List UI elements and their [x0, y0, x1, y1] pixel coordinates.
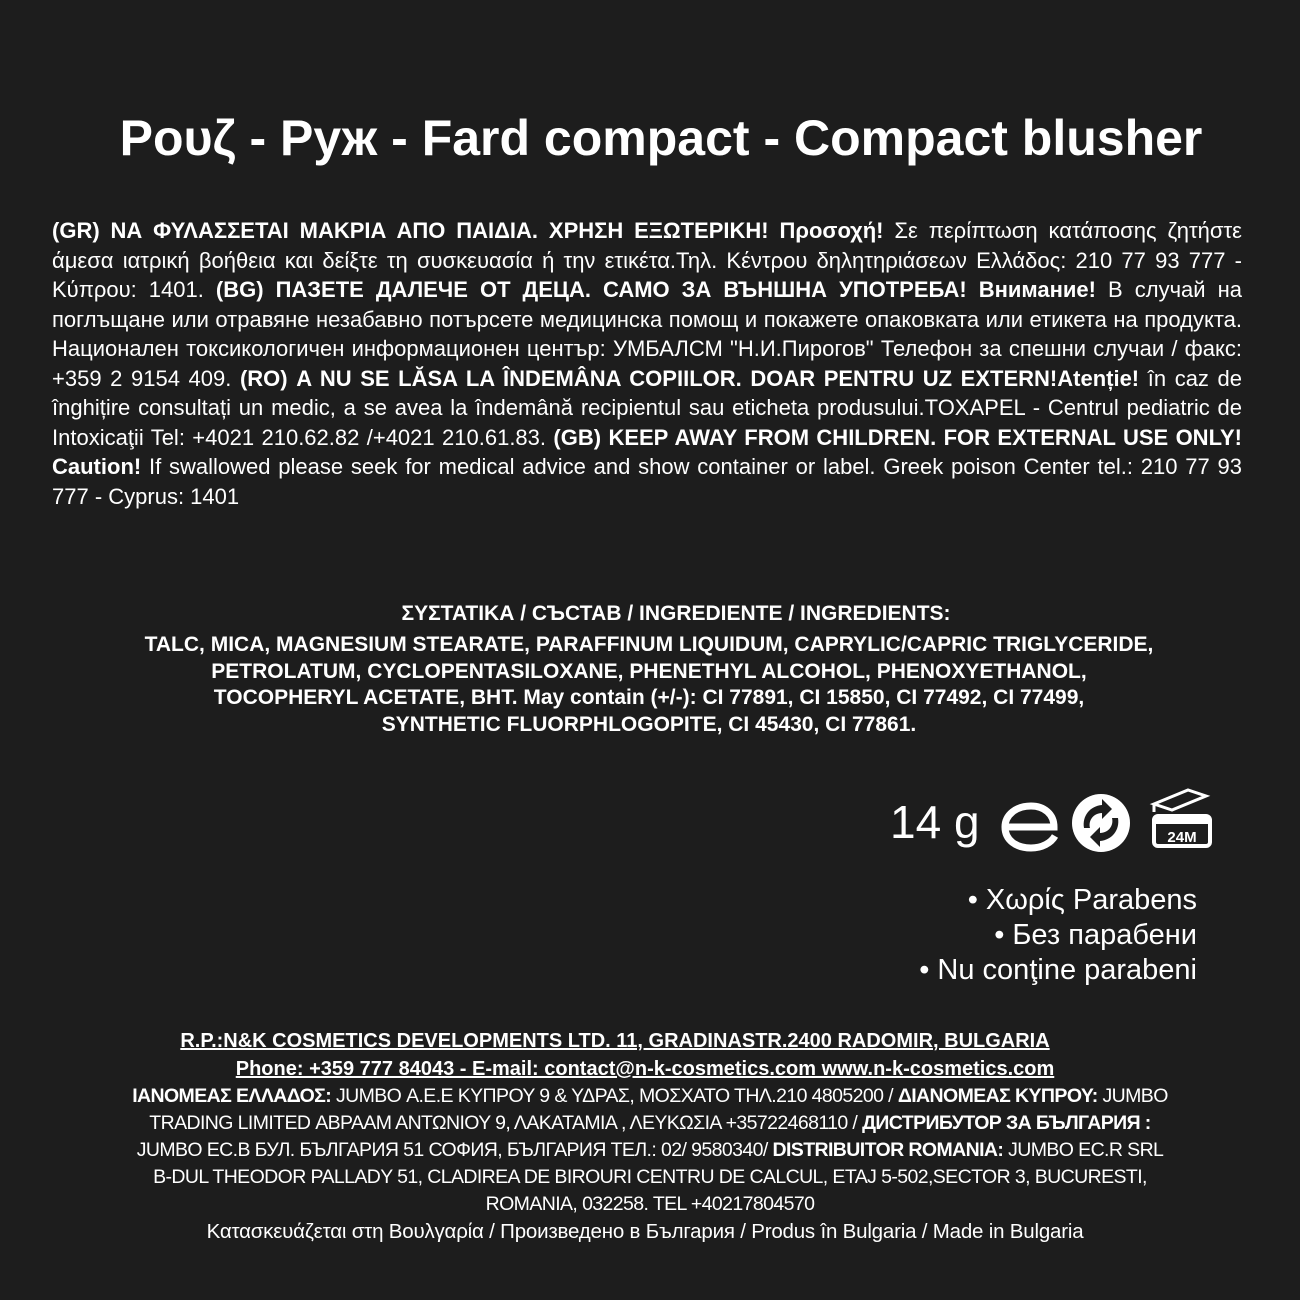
contact-info: Phone: +359 777 84043 - E-mail: contact@n-k-cosmetics.com www.n-k-cosmetics.com — [235, 1058, 1055, 1080]
cy-distributor-label: ΔΙΑΝΟΜΕΑΣ ΚΥΠΡΟΥ: — [897, 1085, 1098, 1107]
bg-distributor-label: ДИСТРИБУТОР ЗА БЪЛГАРИЯ : — [862, 1112, 1151, 1134]
warning-gb-text: If swallowed please seek for medical advice and show container or label. Greek poison Center tel.: 210 77 93 777 - Cyprus: 1401 — [52, 454, 1242, 509]
product-title: Ρουζ - Руж - Fard compact - Compact blusher — [119, 110, 1203, 166]
ro-distributor-text: JUMBO EC.R SRL — [1008, 1139, 1164, 1161]
cy-distributor-text: JUMBO — [1102, 1085, 1168, 1107]
distributors-line-2 — [0, 1109, 1300, 1137]
ro-distributor-phone: ROMANIA, 032258. TEL +40217804570 — [485, 1193, 815, 1215]
warning-gr-text: Σε περίπτωση κατάποσης ζητήστε άμεσα ιατρική βοήθεια και δείξτε τη συσκευασία ή την ετικέτα.Τηλ. Κέντρου δηλητηριάσεων Ελλάδος: 210 77 93 777 - Κύπρου: 1401. — [52, 218, 1242, 302]
warning-bg-label: (BG) ПАЗЕТЕ ДАЛЕЧЕ ОТ ДЕЦА. САМО ЗА ВЪНШНА УПОТРЕБА! Внимание! — [215, 277, 1096, 302]
ingredients-line: TOCOPHERYL ACETATE, BHT. May contain (+/-): CI 77891, CI 15850, CI 77492, CI 77499, — [213, 686, 1085, 709]
warning-ro-text: în caz de înghițire consultați un medic, a se avea la îndemână recipientul sau eticheta produsului.TOXAPEL - Centrul pediatric de Intoxicaţii Tel: +4021 210.62.82 /+4021 210.61.83. — [52, 365, 1242, 450]
bg-distributor-text: JUMBO EC.B БУЛ. БЪЛГАРИЯ 51 СОФИЯ, БЪЛГАРИЯ ТЕЛ.: 02/ 9580340/ — [136, 1139, 768, 1161]
warning-bg-text: В случай на поглъщане или отравяне незабавно потърсете медицинска помощ и покажете опаковката или етикета на продукта. Национален токсикологичен информационен център: УМБАЛСМ "Н.И.Пирогов" Телефон за спешни случаи / факс: +359 2 9154 409. — [52, 277, 1242, 391]
made-in-line: Κατασκευάζεται στη Βουλγαρία / Произведено в България / Produs în Bulgaria / Made in Bulgaria — [206, 1220, 1084, 1243]
contact-line — [0, 1055, 1295, 1083]
pao-label: 24M — [1167, 829, 1197, 846]
ro-distributor-address: B-DUL THEODOR PALLADY 51, CLADIREA DE BIROURI CENTRU DE CALCUL, ETAJ 5-502,SECTOR 3, BUCURESTI, — [153, 1166, 1147, 1188]
estimated-e-mark-icon — [1000, 802, 1060, 852]
period-after-opening-icon — [1148, 786, 1214, 854]
ro-distributor-label: DISTRIBUITOR ROMANIA: — [772, 1139, 1004, 1161]
paraben-free-gr: • Χωρίς Parabens — [967, 884, 1197, 916]
ingredients-line: TALC, MICA, MAGNESIUM STEARATE, PARAFFINUM LIQUIDUM, CAPRYLIC/CAPRIC TRIGLYCERIDE, — [144, 633, 1154, 656]
ingredients-line: PETROLATUM, CYCLOPENTASILOXANE, PHENETHYL ALCOHOL, PHENOXYETHANOL, — [211, 659, 1087, 683]
cy-distributor-address: TRADING LIMITED ΑΒΡΑΑΜ ΑΝΤΩΝΙΟΥ 9, ΛΑΚΑΤΑΜΙΑ , ΛΕΥΚΩΣΙΑ +35722468110 / — [149, 1112, 858, 1134]
gr-distributor-text: JUMBO Α.Ε.Ε ΚΥΠΡΟΥ 9 & ΥΔΡΑΣ, ΜΟΣΧΑΤΟ ΤΗΛ.210 4805200 / — [336, 1085, 893, 1107]
ingredients-line: SYNTHETIC FLUORPHLOGOPITE, CI 45430, CI 77861. — [381, 712, 917, 736]
distributors-line-3 — [0, 1136, 1300, 1164]
net-weight: 14 g — [890, 796, 980, 848]
paraben-free-bg: • Без парабени — [994, 919, 1197, 951]
rp-address: R.P.:N&K COSMETICS DEVELOPMENTS LTD. 11, GRADINASTR.2400 RADOMIR, BULGARIA — [180, 1030, 1050, 1052]
distributors-line-4 — [0, 1163, 1300, 1191]
distributors-line-1 — [0, 1082, 1300, 1110]
distributors-line-5 — [0, 1190, 1300, 1218]
ingredients-list — [0, 632, 1298, 738]
warning-ro-label: (RO) A NU SE LĂSA LA ÎNDEMÂNA COPIILOR. DOAR PENTRU UZ EXTERN!Atenție! — [239, 365, 1140, 391]
manufacturer-line — [0, 1027, 1265, 1055]
paraben-free-ro: • Nu conţine parabeni — [919, 954, 1197, 986]
recycle-green-dot-icon — [1070, 792, 1132, 854]
gr-distributor-label: ΙΑΝΟΜΕΑΣ ΕΛΛΑΔΟΣ: — [132, 1085, 332, 1107]
warning-gb-label: (GB) KEEP AWAY FROM CHILDREN. FOR EXTERNAL USE ONLY! Caution! — [52, 424, 1242, 479]
weight-and-symbols — [890, 786, 1220, 866]
ingredients-heading: ΣΥΣΤΑΤΙΚΑ / СЪСТАВ / INGREDIENTE / INGREDIENTS: — [401, 602, 951, 625]
safety-warnings — [52, 216, 1242, 511]
warning-gr-label: (GR) ΝΑ ΦΥΛΑΣΣΕΤΑΙ ΜΑΚΡΙΑ ΑΠΟ ΠΑΙΔΙΑ. ΧΡΗΣΗ ΕΞΩΤΕΡΙΚΗ! Προσοχή! — [52, 218, 884, 243]
